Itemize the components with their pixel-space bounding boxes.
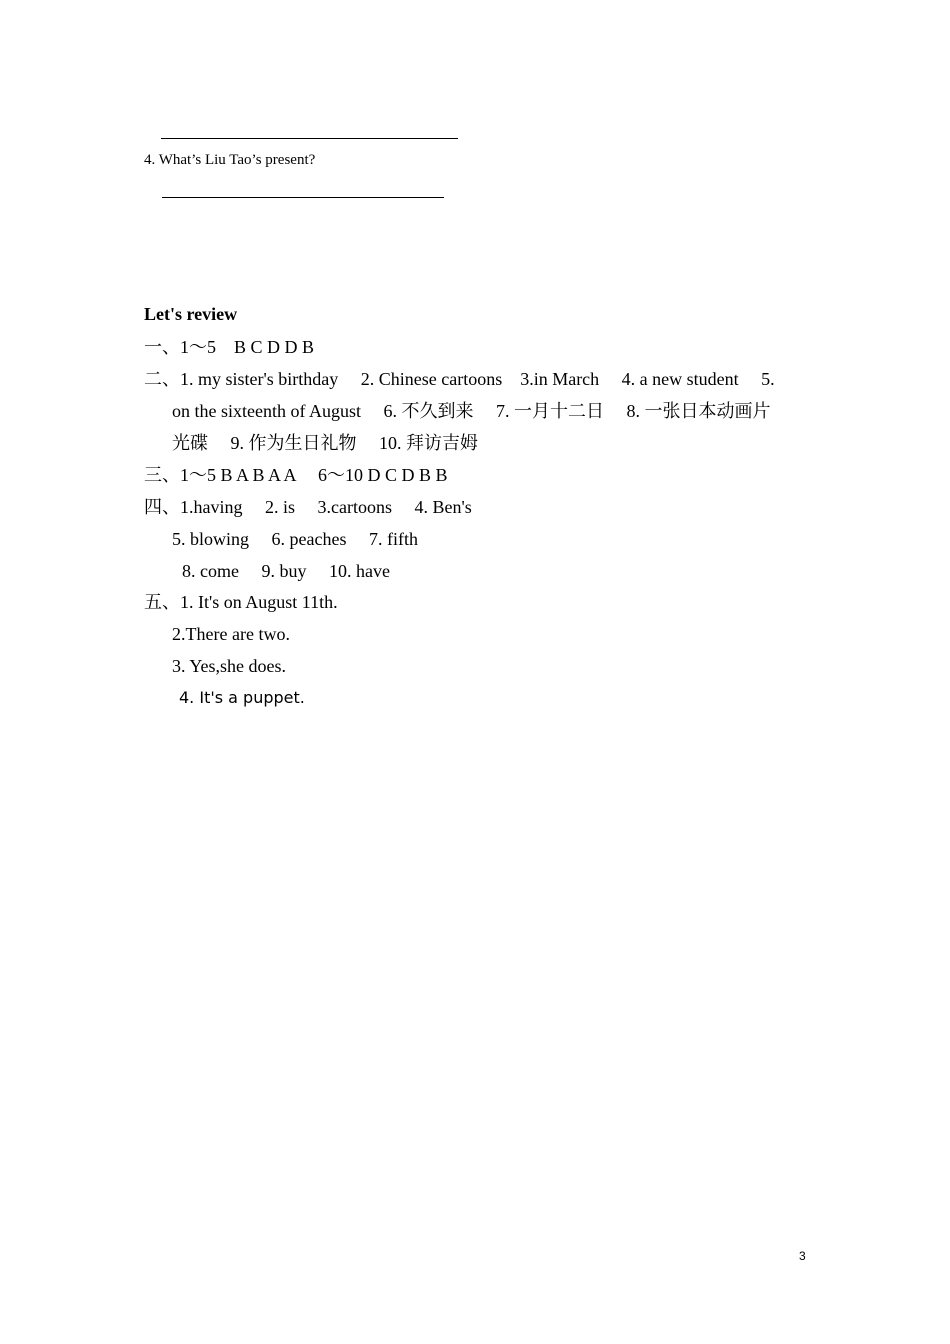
answer-line-10: 2.There are two. xyxy=(172,624,290,644)
answer-line-6: 四、1.having 2. is 3.cartoons 4. Ben's xyxy=(144,497,472,517)
question-4: 4. What’s Liu Tao’s present? xyxy=(144,152,316,168)
answer-line-3: on the sixteenth of August 6. 不久到来 7. 一月十二日 8. 一张日本动画片 xyxy=(172,401,771,421)
answer-line-1: 一、1～5 B C D D B xyxy=(144,337,315,357)
answer-line-11: 3. Yes,she does. xyxy=(172,656,287,676)
answer-line-4: 光碟 9. 作为生日礼物 10. 拜访吉姆 xyxy=(172,433,478,453)
page-number: 3 xyxy=(799,1249,806,1263)
answer-line-7: 5. blowing 6. peaches 7. fifth xyxy=(172,529,418,549)
answer-blank-line xyxy=(162,197,444,198)
answer-line-8: 8. come 9. buy 10. have xyxy=(182,561,390,581)
review-heading: Let's review xyxy=(144,304,238,324)
answer-line-9: 五、1. It's on August 11th. xyxy=(144,592,338,612)
answer-line-2: 二、1. my sister's birthday 2. Chinese cartoons 3.in March 4. a new student 5. xyxy=(144,369,775,389)
answer-blank-line xyxy=(161,138,458,139)
answer-line-12: 4. It's a puppet. xyxy=(179,688,305,707)
answer-line-5: 三、1～5 B A B A A 6～10 D C D B B xyxy=(144,465,448,485)
